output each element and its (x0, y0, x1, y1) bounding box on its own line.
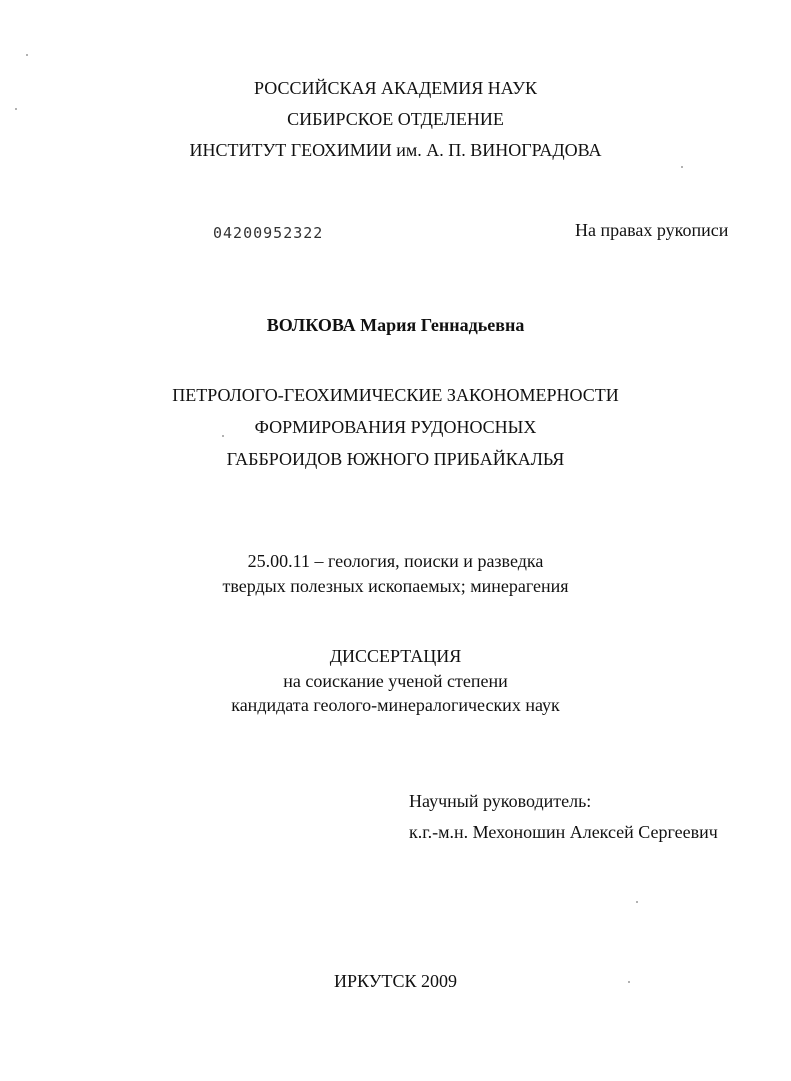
header-institute: ИНСТИТУТ ГЕОХИМИИ им. А. П. ВИНОГРАДОВА (189, 140, 602, 160)
catalog-number: 04200952322 (213, 224, 324, 242)
header-branch: СИБИРСКОЕ ОТДЕЛЕНИЕ (287, 109, 504, 129)
scan-speck (222, 435, 224, 437)
author-name: ВОЛКОВА Мария Геннадьевна (266, 315, 525, 335)
scan-speck (636, 901, 638, 903)
scan-speck (26, 54, 28, 56)
city-year: ИРКУТСК 2009 (334, 971, 457, 991)
supervisor-label: Научный руководитель: (409, 791, 592, 811)
supervisor-name: к.г.-м.н. Мехоношин Алексей Сергеевич (409, 822, 718, 842)
specialty-line-1: 25.00.11 – геология, поиски и разведка (247, 551, 544, 571)
title-line-2: ФОРМИРОВАНИЯ РУДОНОСНЫХ (254, 417, 537, 437)
degree-line-2: кандидата геолого-минералогических наук (231, 695, 560, 715)
header-academy: РОССИЙСКАЯ АКАДЕМИЯ НАУК (254, 78, 537, 98)
scan-speck (15, 108, 17, 110)
degree-line-1: на соискание ученой степени (283, 671, 508, 691)
specialty-line-2: твердых полезных ископаемых; минерагения (222, 576, 569, 596)
manuscript-rights: На правах рукописи (575, 220, 729, 240)
title-line-3: ГАББРОИДОВ ЮЖНОГО ПРИБАЙКАЛЬЯ (226, 449, 565, 469)
degree-heading: ДИССЕРТАЦИЯ (329, 646, 462, 666)
title-line-1: ПЕТРОЛОГО-ГЕОХИМИЧЕСКИЕ ЗАКОНОМЕРНОСТИ (172, 385, 619, 405)
scan-speck (681, 166, 683, 168)
scan-speck (628, 981, 630, 983)
